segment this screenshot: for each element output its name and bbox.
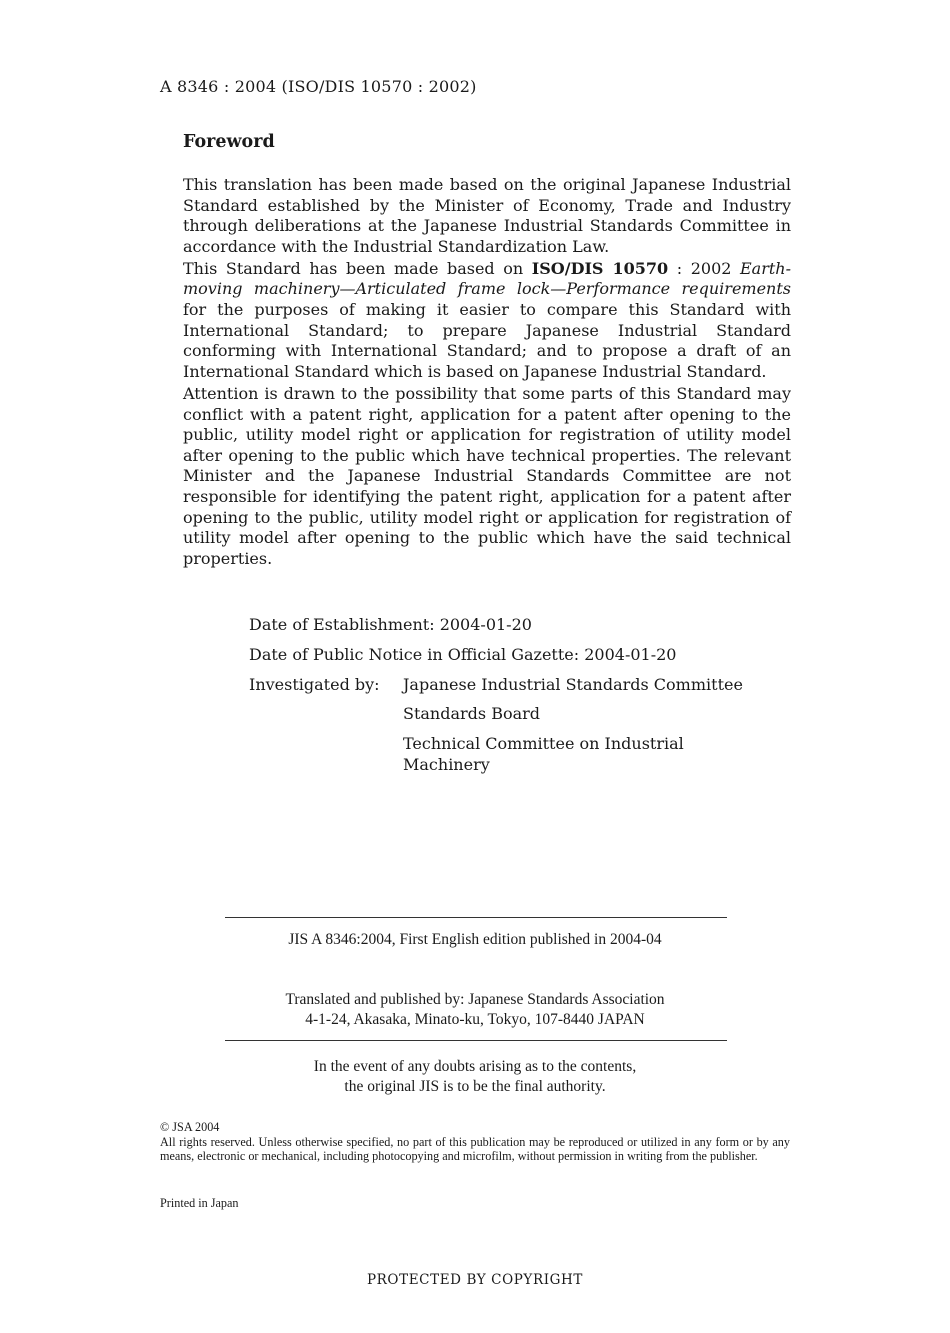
authority-notice-line-2: the original JIS is to be the final authority. <box>344 1078 606 1095</box>
divider-bottom <box>225 1040 727 1041</box>
publisher-block <box>150 990 800 1030</box>
publisher-address: 4-1-24, Akasaka, Minato-ku, Tokyo, 107-8440 JAPAN <box>305 1011 645 1028</box>
iso-title: Earth-moving machinery—Articulated frame lock—Performance requirements <box>183 258 792 299</box>
document-identifier: A 8346 : 2004 (ISO/DIS 10570 : 2002) <box>160 77 477 96</box>
authority-notice <box>150 1057 800 1097</box>
printed-in: Printed in Japan <box>160 1196 239 1210</box>
investigator-committee: Japanese Industrial Standards Committee <box>403 675 743 694</box>
iso-reference: ISO/DIS 10570 <box>531 258 669 278</box>
edition-line: JIS A 8346:2004, First English edition published in 2004-04 <box>288 931 662 948</box>
foreword-paragraph-translation: This translation has been made based on the original Japanese Industrial Standard established by the Minister of Economy, Trade and Industry through deliberations at the Japanese Industrial Standards Committee in accordance with the Industrial Standardization Law. <box>183 175 791 256</box>
date-of-establishment: Date of Establishment: 2004-01-20 <box>249 615 532 634</box>
date-of-public-notice: Date of Public Notice in Official Gazette: 2004-01-20 <box>249 645 677 664</box>
investigator-board: Standards Board <box>403 704 541 723</box>
copyright-notice: © JSA 2004 <box>160 1120 220 1134</box>
basis-purpose-text: for the purposes of making it easier to compare this Standard with International Standard; to prepare Japanese Industrial Standard conforming with International Standard; and to propose a draft of an International Standard which is based on Japanese Industrial Standard. <box>183 300 791 381</box>
authority-notice-line-1: In the event of any doubts arising as to the contents, <box>313 1058 637 1075</box>
translated-by-line: Translated and published by: Japanese Standards Association <box>285 991 665 1008</box>
divider-top <box>225 917 727 918</box>
foreword-heading: Foreword <box>183 132 275 152</box>
rights-statement: All rights reserved. Unless otherwise specified, no part of this publication may be reproduced or utilized in any form or by any means, electronic or mechanical, including photocopying and microfilm, without permission in writing from the publisher. <box>160 1134 790 1164</box>
iso-year-text: : 2002 <box>668 258 740 278</box>
basis-intro-text: This Standard has been made based on <box>183 258 532 278</box>
copyright-block <box>160 1120 790 1164</box>
copyright-footer: PROTECTED BY COPYRIGHT <box>366 1272 584 1288</box>
investigated-by-label: Investigated by: <box>249 675 380 694</box>
foreword-paragraph-patent: Attention is drawn to the possibility that some parts of this Standard may conflict with a patent right, application for a patent after opening to the public, utility model right or application for registration of utility model after opening to the public which have technical properties. The relevant Minister and the Japanese Industrial Standards Committee are not responsible for identifying the patent right, application for a patent after opening to the public, utility model right or application for registration of utility model after opening to the public which have the said technical properties. <box>183 383 791 568</box>
foreword-paragraph-basis <box>183 259 791 383</box>
foreword-body <box>183 175 791 571</box>
investigator-technical-committee: Technical Committee on Industrial Machinery <box>403 734 684 774</box>
